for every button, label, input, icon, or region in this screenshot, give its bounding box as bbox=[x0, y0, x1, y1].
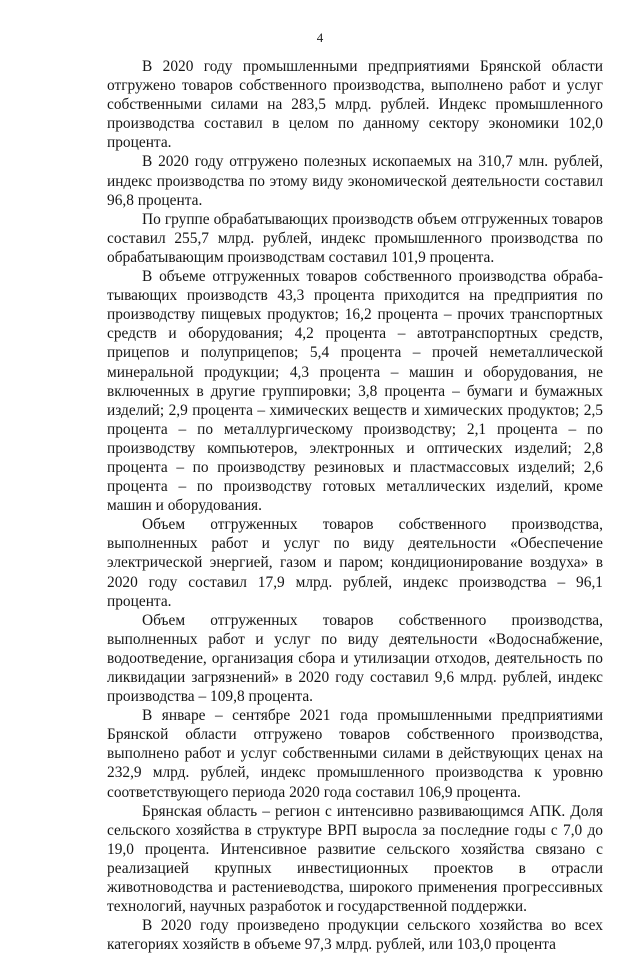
paragraph-manufacturing: По группе обрабатывающих производств объем отгруженных товаров составил 255,7 млрд. рублей, индекс промышленного производства по обрабатывающим производствам составил 101,9 процента. bbox=[107, 210, 603, 266]
paragraph-agriculture: Брянская область – регион с интенсивно развивающимся АПК. Доля сельского хозяйства в структуре ВРП выросла за последние годы с 7,0 до 19,0 процента. Интенсивное развитие сельского хозяйства связано с реализацией крупных инвестиционных проектов в отрасли животноводства и растениеводства, широкого применения прогрессивных технологий, научных разработок и государственной поддержки. bbox=[107, 802, 603, 916]
paragraph-manufacturing-structure: В объеме отгруженных товаров собственного производства обрабатывающих производств 43,3 процента приходится на предприятия по производству пищевых продуктов; 16,2 процента – прочих транспортных средств и оборудования; 4,2 процента – автотранспортных средств, прицепов и полуприцепов; 5,4 процента – прочей неметаллической минеральной продукции; 4,3 процента – машин и оборудования, не включенных в другие группировки; 3,8 процента – бумаги и бумажных изделий; 2,9 процента – химических веществ и химических продуктов; 2,5 процента – по металлургическому производству; 2,1 процента – по производству компьютеров, электронных и оптических изделий; 2,8 процента – по производству резиновых и пластмассовых изделий; 2,6 процента – по производству готовых металлических изделий, кроме машин и оборудования. bbox=[107, 268, 603, 515]
paragraph-energy: Объем отгруженных товаров собственного производства, выполненных работ и услуг по виду деятельности «Обеспечение электрической энергией, газом и паром; кондиционирование воздуха» в 2020 году составил 17,9 млрд. рублей, индекс производства – 96,1 процента. bbox=[107, 516, 603, 610]
paragraph-water-supply: Объем отгруженных товаров собственного производства, выполненных работ и услуг по виду деятельности «Водоснабжение, водоотведение, организация сбора и утилизации отходов, деятельность по ликвидации загрязнений» в 2020 году составил 9,6 млрд. рублей, индекс производства – 109,8 процента. bbox=[107, 611, 603, 706]
page-number: 4 bbox=[316, 30, 324, 45]
paragraph-mining: В 2020 году отгружено полезных ископаемых на 310,7 млн. рублей, индекс производства по этому виду экономической деятельности составил 96,8 процента. bbox=[107, 153, 603, 209]
paragraph-jan-sep-2021: В январе – сентябре 2021 года промышленными предприятиями Брянской области отгружено товаров собственного производства, выполнено работ и услуг собственными силами в действующих ценах на 232,9 млрд. рублей, индекс промышленного производства к уровню соответствующего периода 2020 года составил 106,9 процента. bbox=[107, 707, 603, 801]
paragraph-agriculture-2020: В 2020 году произведено продукции сельского хозяйства во всех категориях хозяйств в объеме 97,3 млрд. рублей, или 103,0 процента bbox=[107, 917, 603, 954]
paragraph-industrial-output: В 2020 году промышленными предприятиями Брянской области отгружено товаров собственного производства, выполнено работ и услуг собственными силами на 283,5 млрд. рублей. Индекс промышленного производства составил в целом по данному сектору экономики 102,0 процента. bbox=[107, 58, 603, 152]
document-body bbox=[107, 57, 603, 954]
